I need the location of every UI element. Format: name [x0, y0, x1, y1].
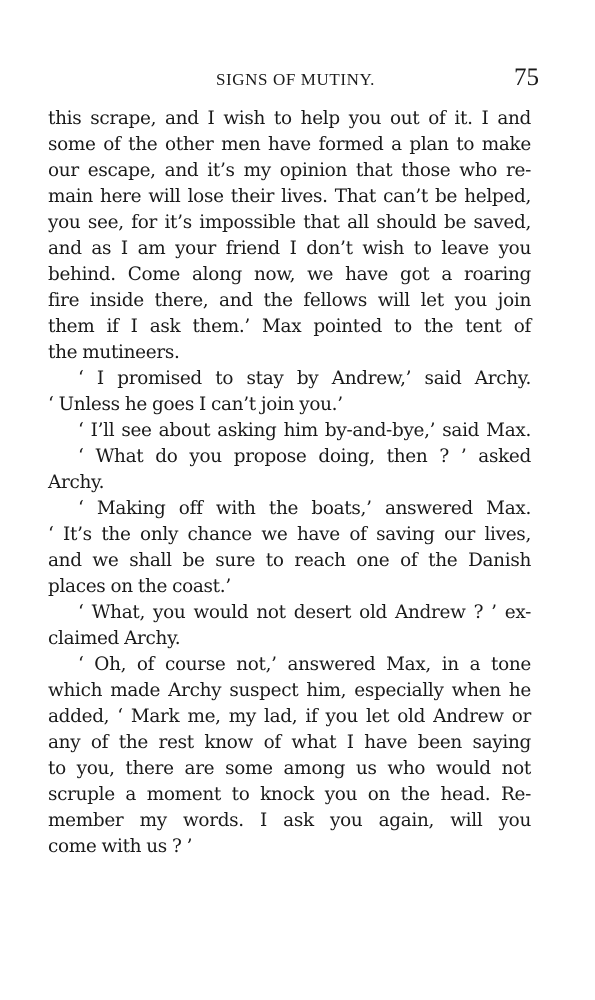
text-line: and as I am your friend I don’t wish to leave you — [48, 238, 531, 259]
text-line: to you, there are some among us who would not — [48, 758, 531, 779]
text-line: ‘ What do you propose doing, then ? ’ asked — [78, 446, 531, 467]
text-line: claimed Archy. — [48, 628, 181, 649]
text-line: fire inside there, and the fellows will let you join — [48, 290, 531, 311]
text-line: scruple a moment to knock you on the head. Re- — [48, 784, 531, 805]
text-line: the mutineers. — [48, 342, 180, 363]
text-line: added, ‘ Mark me, my lad, if you let old Andrew or — [48, 706, 531, 727]
body-text — [48, 106, 531, 860]
text-line: ‘ What, you would not desert old Andrew ? ’ ex- — [78, 602, 531, 623]
text-line: come with us ? ’ — [48, 836, 193, 857]
running-title: SIGNS OF MUTINY. — [215, 70, 375, 89]
text-line: any of the rest know of what I have been saying — [48, 732, 531, 753]
text-line: ‘ I promised to stay by Andrew,’ said Archy. — [78, 368, 531, 389]
text-line: some of the other men have formed a plan to make — [48, 134, 531, 155]
text-line: our escape, and it’s my opinion that those who re- — [48, 160, 531, 181]
text-line: ‘ I’ll see about asking him by-and-bye,’ said Max. — [78, 420, 531, 441]
text-line: places on the coast.’ — [48, 576, 231, 597]
text-line: this scrape, and I wish to help you out of it. I and — [48, 108, 531, 129]
text-line: ‘ Making off with the boats,’ answered Max. — [78, 498, 531, 519]
text-line: Archy. — [48, 472, 105, 493]
text-line: and we shall be sure to reach one of the Danish — [48, 550, 531, 571]
text-line: behind. Come along now, we have got a roaring — [48, 264, 531, 285]
text-line: ‘ Unless he goes I can’t join you.’ — [48, 394, 343, 415]
text-line: which made Archy suspect him, especially when he — [48, 680, 531, 701]
text-line: you see, for it’s impossible that all should be saved, — [48, 212, 531, 233]
text-line: member my words. I ask you again, will you — [48, 810, 531, 831]
text-line: main here will lose their lives. That can’t be helped, — [48, 186, 531, 207]
page-number: 75 — [514, 64, 539, 91]
running-header — [48, 64, 543, 96]
text-line: ‘ Oh, of course not,’ answered Max, in a tone — [78, 654, 531, 675]
text-line: them if I ask them.’ Max pointed to the tent of — [48, 316, 531, 337]
text-line: ‘ It’s the only chance we have of saving our lives, — [48, 524, 531, 545]
